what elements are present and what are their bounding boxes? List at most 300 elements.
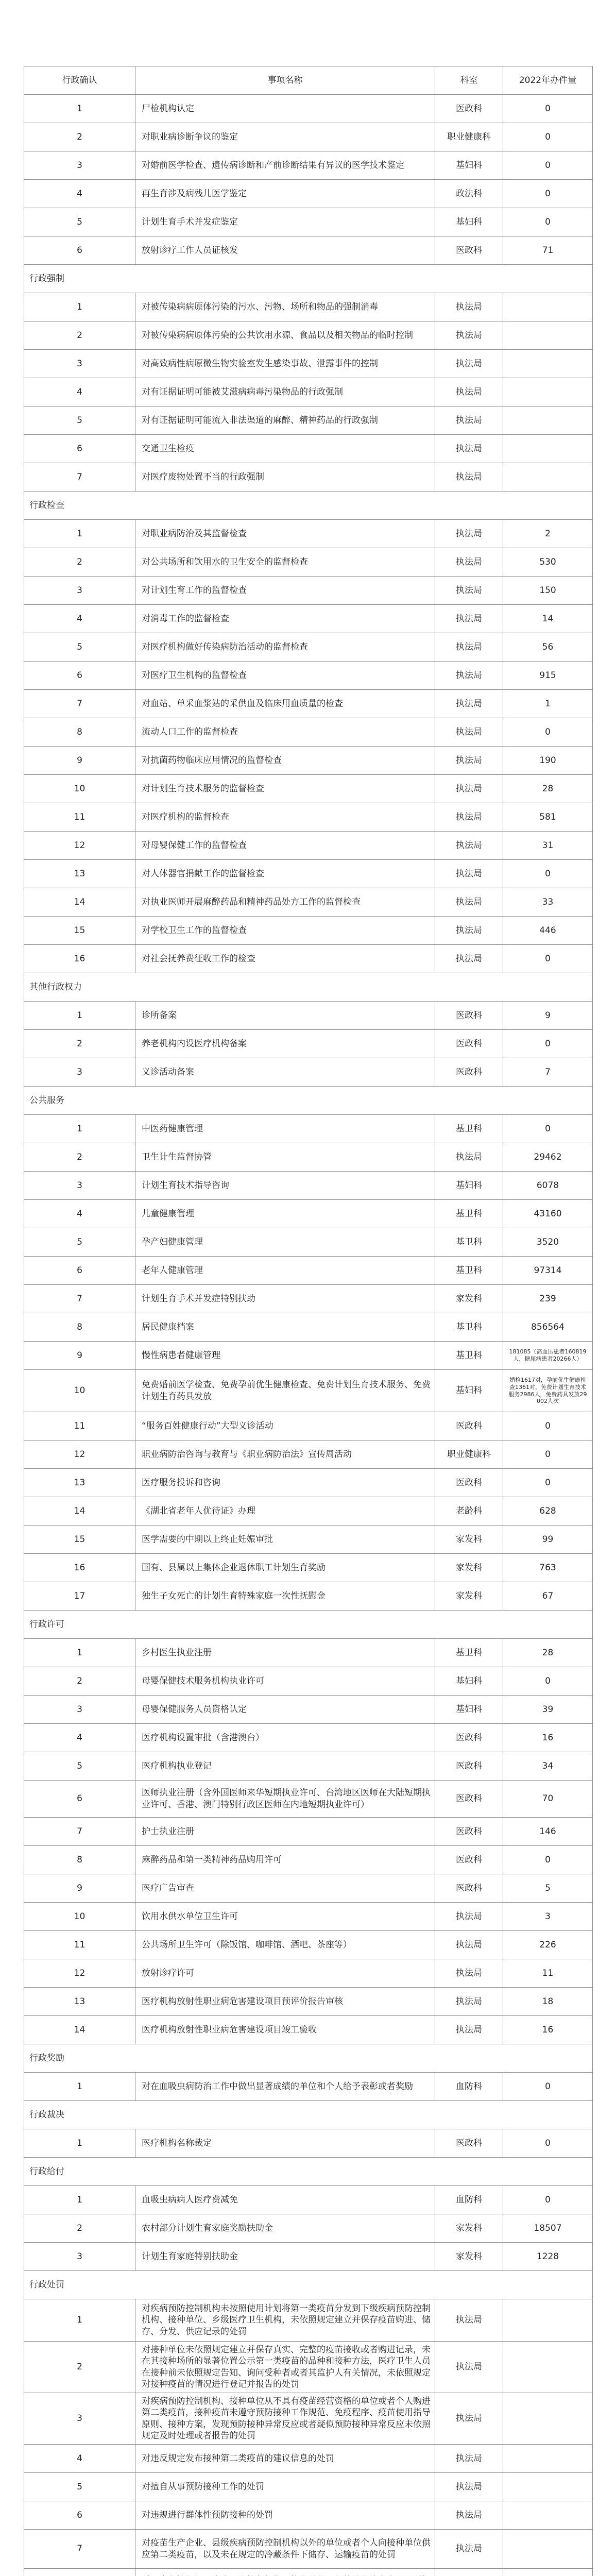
item-number: 2	[24, 123, 135, 151]
item-number: 5	[24, 208, 135, 236]
section-title: 行政裁决	[24, 2101, 593, 2129]
item-name: “服务百姓健康行动”大型义诊活动	[135, 1412, 435, 1440]
table-row	[24, 1143, 593, 1172]
table-row	[24, 2445, 593, 2473]
annual-count: 3	[503, 1903, 593, 1931]
department: 医政科	[435, 1469, 503, 1497]
item-number: 2	[24, 1030, 135, 1058]
table-row	[24, 1497, 593, 1526]
department: 执法局	[435, 662, 503, 690]
item-number: 16	[24, 945, 135, 973]
item-number: 2	[24, 2342, 135, 2393]
annual-count: 239	[503, 1285, 593, 1313]
department: 执法局	[435, 463, 503, 492]
department: 基卫科	[435, 1257, 503, 1285]
annual-count: 190	[503, 747, 593, 775]
item-name: 对擅自从事预防接种工作的处罚	[135, 2473, 435, 2501]
table-row	[24, 2129, 593, 2158]
item-number: 1	[24, 2073, 135, 2101]
annual-count: 99	[503, 1526, 593, 1554]
annual-count: 0	[503, 2073, 593, 2101]
table-row	[24, 1412, 593, 1440]
item-number: 2	[24, 548, 135, 577]
table-row	[24, 945, 593, 973]
item-number: 3	[24, 2243, 135, 2271]
annual-count: 581	[503, 803, 593, 832]
power-list-table	[24, 66, 593, 2576]
department: 执法局	[435, 605, 503, 633]
table-row	[24, 2569, 593, 2576]
item-name: 对医疗机构的监督检查	[135, 803, 435, 832]
table-row	[24, 1724, 593, 1752]
item-number: 14	[24, 1497, 135, 1526]
item-name: 义诊活动备案	[135, 1058, 435, 1087]
table-row	[24, 1002, 593, 1030]
department: 基妇科	[435, 208, 503, 236]
item-name: 对执业医师开展麻醉药品和精神药品处方工作的监督检查	[135, 888, 435, 917]
department: 医政科	[435, 2129, 503, 2158]
item-name: 对婚前医学检查、遗传病诊断和产前诊断结果有异议的医学技术鉴定	[135, 151, 435, 180]
item-number: 9	[24, 747, 135, 775]
item-number: 3	[24, 577, 135, 605]
item-name: 养老机构内设医疗机构备案	[135, 1030, 435, 1058]
annual-count: 146	[503, 1818, 593, 1846]
item-number: 2	[24, 321, 135, 350]
item-number: 6	[24, 662, 135, 690]
item-number: 1	[24, 520, 135, 548]
table-row	[24, 1200, 593, 1228]
annual-count: 0	[503, 945, 593, 973]
item-name: 中医药健康管理	[135, 1115, 435, 1143]
table-row	[24, 1115, 593, 1143]
department: 血防科	[435, 2073, 503, 2101]
item-number: 10	[24, 775, 135, 803]
department: 执法局	[435, 2016, 503, 2044]
annual-count	[503, 406, 593, 435]
item-name: 流动人口工作的监督检查	[135, 718, 435, 747]
item-number: 13	[24, 860, 135, 888]
table-row	[24, 718, 593, 747]
table-row	[24, 1172, 593, 1200]
annual-count: 0	[503, 2186, 593, 2214]
table-row	[24, 1469, 593, 1497]
item-name: 计划生育手术并发症鉴定	[135, 208, 435, 236]
item-number: 1	[24, 1639, 135, 1667]
table-row	[24, 1781, 593, 1818]
item-name: 对公共场所和饮用水的卫生安全的监督检查	[135, 548, 435, 577]
department	[435, 2569, 503, 2576]
department: 家发科	[435, 2214, 503, 2243]
item-number: 1	[24, 2186, 135, 2214]
table-row	[24, 435, 593, 463]
item-number: 7	[24, 2530, 135, 2569]
department: 基卫科	[435, 1313, 503, 1342]
item-number: 4	[24, 180, 135, 208]
item-name: 对有证据证明可能被艾滋病病毒污染物品的行政强制	[135, 378, 435, 406]
item-number: 7	[24, 1818, 135, 1846]
header-item-name: 事项名称	[135, 66, 435, 95]
annual-count: 56	[503, 633, 593, 662]
department: 执法局	[435, 406, 503, 435]
department: 执法局	[435, 1959, 503, 1988]
section-header-row	[24, 1087, 593, 1115]
annual-count: 856564	[503, 1313, 593, 1342]
department: 职业健康科	[435, 123, 503, 151]
department: 执法局	[435, 435, 503, 463]
annual-count: 0	[503, 1469, 593, 1497]
annual-count: 18507	[503, 2214, 593, 2243]
item-name: 医师执业注册（含外国医师来华短期执业许可、台湾地区医师在大陆短期执业许可、香港、澳门特别行政区医师在内地短期执业许可）	[135, 1781, 435, 1818]
annual-count	[503, 2501, 593, 2530]
annual-count: 33	[503, 888, 593, 917]
annual-count: 70	[503, 1781, 593, 1818]
item-number: 8	[24, 718, 135, 747]
department: 医政科	[435, 1874, 503, 1903]
annual-count: 0	[503, 1115, 593, 1143]
item-name: 卫生计生监督协管	[135, 1143, 435, 1172]
item-number: 11	[24, 1931, 135, 1959]
item-name: 对违反规定发布接种第二类疫苗的建议信息的处罚	[135, 2445, 435, 2473]
item-name: 对血站、单采血浆站的采供血及临床用血质量的检查	[135, 690, 435, 718]
table-row	[24, 1667, 593, 1696]
department: 执法局	[435, 2530, 503, 2569]
item-number: 1	[24, 1002, 135, 1030]
annual-count: 0	[503, 95, 593, 123]
department: 执法局	[435, 1988, 503, 2016]
item-name: 对计划生育技术服务的监督检查	[135, 775, 435, 803]
section-title: 其他行政权力	[24, 973, 593, 1002]
item-number: 4	[24, 605, 135, 633]
department: 家发科	[435, 1285, 503, 1313]
annual-count	[503, 463, 593, 492]
table-row	[24, 1874, 593, 1903]
table-row	[24, 917, 593, 945]
department: 老龄科	[435, 1497, 503, 1526]
table-row	[24, 1988, 593, 2016]
item-name: 对医疗卫生机构的监督检查	[135, 662, 435, 690]
item-name: 对违规进行群体性预防接种的处罚	[135, 2501, 435, 2530]
table-row	[24, 406, 593, 435]
item-name: 对疫苗生产企业、县级疾病预防控制机构以外的单位或者个人向接种单位供应第二类疫苗，以及未在规定的冷藏条件下储存、运输疫苗的处罚	[135, 2530, 435, 2569]
table-row	[24, 1696, 593, 1724]
annual-count: 628	[503, 1497, 593, 1526]
department: 执法局	[435, 718, 503, 747]
annual-count: 婚检1617对，孕前优生健康检查1361对，免费计划生育技术服务2986人，免费药具发放29002人次	[503, 1370, 593, 1412]
item-number: 8	[24, 1846, 135, 1874]
annual-count: 31	[503, 832, 593, 860]
annual-count: 97314	[503, 1257, 593, 1285]
table-row	[24, 2073, 593, 2101]
table-row	[24, 1313, 593, 1342]
department: 执法局	[435, 548, 503, 577]
item-name: 乡村医生执业注册	[135, 1639, 435, 1667]
item-name: 诊所备案	[135, 1002, 435, 1030]
item-number: 6	[24, 1257, 135, 1285]
table-row	[24, 2243, 593, 2271]
annual-count: 6078	[503, 1172, 593, 1200]
item-number: 9	[24, 1342, 135, 1370]
table-row	[24, 1959, 593, 1988]
item-number: 3	[24, 1696, 135, 1724]
department: 执法局	[435, 2393, 503, 2445]
item-number: 15	[24, 1526, 135, 1554]
item-name: 对职业病防治及其监督检查	[135, 520, 435, 548]
item-name: 对学校卫生工作的监督检查	[135, 917, 435, 945]
annual-count: 9	[503, 1002, 593, 1030]
item-number: 4	[24, 1200, 135, 1228]
department: 医政科	[435, 1030, 503, 1058]
item-name: 国有、县属以上集体企业退休职工计划生育奖励	[135, 1554, 435, 1582]
item-number: 1	[24, 293, 135, 321]
section-header-row	[24, 1611, 593, 1639]
item-name: 计划生育技术指导咨询	[135, 1172, 435, 1200]
item-number: 11	[24, 1412, 135, 1440]
section-header-row	[24, 2101, 593, 2129]
section-title: 行政检查	[24, 492, 593, 520]
table-row	[24, 350, 593, 378]
annual-count: 14	[503, 605, 593, 633]
table-row	[24, 1285, 593, 1313]
annual-count	[503, 2393, 593, 2445]
section-title: 公共服务	[24, 1087, 593, 1115]
table-row	[24, 662, 593, 690]
annual-count: 763	[503, 1554, 593, 1582]
annual-count: 2	[503, 520, 593, 548]
item-name: 老年人健康管理	[135, 1257, 435, 1285]
department: 基卫科	[435, 1200, 503, 1228]
table-row	[24, 2299, 593, 2342]
item-number: 2	[24, 1143, 135, 1172]
table-row	[24, 180, 593, 208]
annual-count	[503, 2530, 593, 2569]
table-row	[24, 1582, 593, 1611]
section-header-row	[24, 2158, 593, 2186]
item-name: 对被传染病病原体污染的污水、污物、场所和物品的强制消毒	[135, 293, 435, 321]
annual-count	[503, 293, 593, 321]
annual-count: 0	[503, 2129, 593, 2158]
annual-count: 0	[503, 1440, 593, 1469]
section-header-row	[24, 265, 593, 293]
table-row	[24, 1554, 593, 1582]
item-name: 医疗广告审查	[135, 1874, 435, 1903]
annual-count: 16	[503, 1724, 593, 1752]
annual-count	[503, 350, 593, 378]
department: 医政科	[435, 1002, 503, 1030]
item-name: 儿童健康管理	[135, 1200, 435, 1228]
department: 基妇科	[435, 1696, 503, 1724]
table-row	[24, 2393, 593, 2445]
item-number: 3	[24, 151, 135, 180]
table-row	[24, 463, 593, 492]
item-number: 11	[24, 803, 135, 832]
table-row	[24, 548, 593, 577]
department: 执法局	[435, 945, 503, 973]
department: 执法局	[435, 2299, 503, 2342]
item-name: 饮用水供水单位卫生许可	[135, 1903, 435, 1931]
section-header-row	[24, 492, 593, 520]
department: 执法局	[435, 775, 503, 803]
table-row	[24, 605, 593, 633]
item-number: 14	[24, 2016, 135, 2044]
table-row	[24, 2530, 593, 2569]
item-number: 3	[24, 1172, 135, 1200]
item-number	[24, 2569, 135, 2576]
table-header	[24, 66, 593, 95]
annual-count	[503, 2569, 593, 2576]
item-number: 1	[24, 95, 135, 123]
item-number: 1	[24, 2129, 135, 2158]
annual-count: 3520	[503, 1228, 593, 1257]
item-name: 医疗机构名称裁定	[135, 2129, 435, 2158]
annual-count	[503, 2473, 593, 2501]
table-row	[24, 1526, 593, 1554]
department: 执法局	[435, 1143, 503, 1172]
item-name: 放射诊疗工作人员证核发	[135, 236, 435, 265]
item-number: 5	[24, 1228, 135, 1257]
table-row	[24, 1440, 593, 1469]
annual-count: 28	[503, 775, 593, 803]
item-number: 12	[24, 1440, 135, 1469]
department: 医政科	[435, 1781, 503, 1818]
department: 家发科	[435, 2243, 503, 2271]
department: 执法局	[435, 1931, 503, 1959]
table-row	[24, 633, 593, 662]
item-name: 麻醉药品和第一类精神药品购用许可	[135, 1846, 435, 1874]
item-name: 医疗机构放射性职业病危害建设项目竣工验收	[135, 2016, 435, 2044]
annual-count	[503, 378, 593, 406]
department: 执法局	[435, 577, 503, 605]
department: 执法局	[435, 888, 503, 917]
annual-count: 18	[503, 1988, 593, 2016]
department: 家发科	[435, 1582, 503, 1611]
department: 职业健康科	[435, 1440, 503, 1469]
item-name: 交通卫生检疫	[135, 435, 435, 463]
annual-count: 1228	[503, 2243, 593, 2271]
annual-count: 28	[503, 1639, 593, 1667]
annual-count: 0	[503, 1846, 593, 1874]
department: 执法局	[435, 860, 503, 888]
table-row	[24, 803, 593, 832]
annual-count	[503, 321, 593, 350]
department: 执法局	[435, 293, 503, 321]
section-title: 行政许可	[24, 1611, 593, 1639]
item-number: 4	[24, 2445, 135, 2473]
annual-count: 34	[503, 1752, 593, 1781]
annual-count: 1	[503, 690, 593, 718]
department: 基妇科	[435, 1172, 503, 1200]
item-number: 17	[24, 1582, 135, 1611]
table-row	[24, 2342, 593, 2393]
item-name: 医疗机构设置审批（含港澳台）	[135, 1724, 435, 1752]
item-name: 医疗机构执业登记	[135, 1752, 435, 1781]
item-number: 6	[24, 1781, 135, 1818]
item-name: 医学需要的中期以上终止妊娠审批	[135, 1526, 435, 1554]
item-name: 计划生育家庭特别扶助金	[135, 2243, 435, 2271]
item-name: 医疗机构放射性职业病危害建设项目预评价报告审核	[135, 1988, 435, 2016]
department: 执法局	[435, 747, 503, 775]
table-row	[24, 1903, 593, 1931]
annual-count: 43160	[503, 1200, 593, 1228]
department: 执法局	[435, 2342, 503, 2393]
table-row	[24, 1931, 593, 1959]
department: 家发科	[435, 1554, 503, 1582]
item-name: 对被传染病病原体污染的公共饮用水源、食品以及相关物品的临时控制	[135, 321, 435, 350]
section-header-row	[24, 2044, 593, 2073]
item-name: 《湖北省老年人优待证》办理	[135, 1497, 435, 1526]
item-name: 对有证据证明可能流入非法渠道的麻醉、精神药品的行政强制	[135, 406, 435, 435]
table-row	[24, 2214, 593, 2243]
table-row	[24, 577, 593, 605]
table-row	[24, 888, 593, 917]
department: 医政科	[435, 1058, 503, 1087]
table-row	[24, 860, 593, 888]
item-number: 5	[24, 1752, 135, 1781]
item-number: 15	[24, 917, 135, 945]
department: 执法局	[435, 321, 503, 350]
department: 基卫科	[435, 1639, 503, 1667]
item-name: 对抗菌药物临床应用情况的监督检查	[135, 747, 435, 775]
header-annual-count: 2022年办件量	[503, 66, 593, 95]
item-number: 2	[24, 2214, 135, 2243]
department: 基卫科	[435, 1228, 503, 1257]
table-row	[24, 1228, 593, 1257]
section-title: 行政处罚	[24, 2271, 593, 2299]
annual-count: 0	[503, 1030, 593, 1058]
table-row	[24, 1257, 593, 1285]
item-name: 对人体器官捐献工作的监督检查	[135, 860, 435, 888]
item-name: 对疾病预防控制机构、接种单位从不具有疫苗经营资格的单位或者个人购进第二类疫苗，接种疫苗未遵守预防接种工作规范、免疫程序、疫苗使用指导原则、接种方案，发现预防接种异常反应或者疑似预防接种异常反应未依照规定及时处理或者报告的处罚	[135, 2393, 435, 2445]
annual-count: 0	[503, 208, 593, 236]
table-row	[24, 520, 593, 548]
item-name: 计划生育手术并发症特别扶助	[135, 1285, 435, 1313]
department: 执法局	[435, 803, 503, 832]
item-name: 孕产妇健康管理	[135, 1228, 435, 1257]
annual-count: 226	[503, 1931, 593, 1959]
table-row	[24, 2016, 593, 2044]
table-row	[24, 2473, 593, 2501]
item-name: 职业病防治咨询与教育与《职业病防治法》宣传周活动	[135, 1440, 435, 1469]
department: 血防科	[435, 2186, 503, 2214]
table-row	[24, 1846, 593, 1874]
item-name: 对社会抚养费征收工作的检查	[135, 945, 435, 973]
item-name: 对职业病诊断争议的鉴定	[135, 123, 435, 151]
annual-count	[503, 2342, 593, 2393]
item-number: 16	[24, 1554, 135, 1582]
table-row	[24, 690, 593, 718]
table-row	[24, 208, 593, 236]
table-body	[24, 95, 593, 2576]
item-number: 14	[24, 888, 135, 917]
item-name: 免费婚前医学检查、免费孕前优生健康检查、免费计划生育技术服务、免费计划生育药具发放	[135, 1370, 435, 1412]
item-name: 对消毒工作的监督检查	[135, 605, 435, 633]
item-name: 对医疗废物处置不当的行政强制	[135, 463, 435, 492]
department: 医政科	[435, 1752, 503, 1781]
item-number: 6	[24, 2501, 135, 2530]
department: 执法局	[435, 2501, 503, 2530]
item-number: 10	[24, 1903, 135, 1931]
header-department: 科室	[435, 66, 503, 95]
annual-count	[503, 2445, 593, 2473]
table-row	[24, 1058, 593, 1087]
section-title: 行政奖励	[24, 2044, 593, 2073]
annual-count: 446	[503, 917, 593, 945]
table-row	[24, 321, 593, 350]
annual-count	[503, 2299, 593, 2342]
table-row	[24, 95, 593, 123]
annual-count: 0	[503, 151, 593, 180]
department: 基妇科	[435, 1667, 503, 1696]
department: 执法局	[435, 2445, 503, 2473]
